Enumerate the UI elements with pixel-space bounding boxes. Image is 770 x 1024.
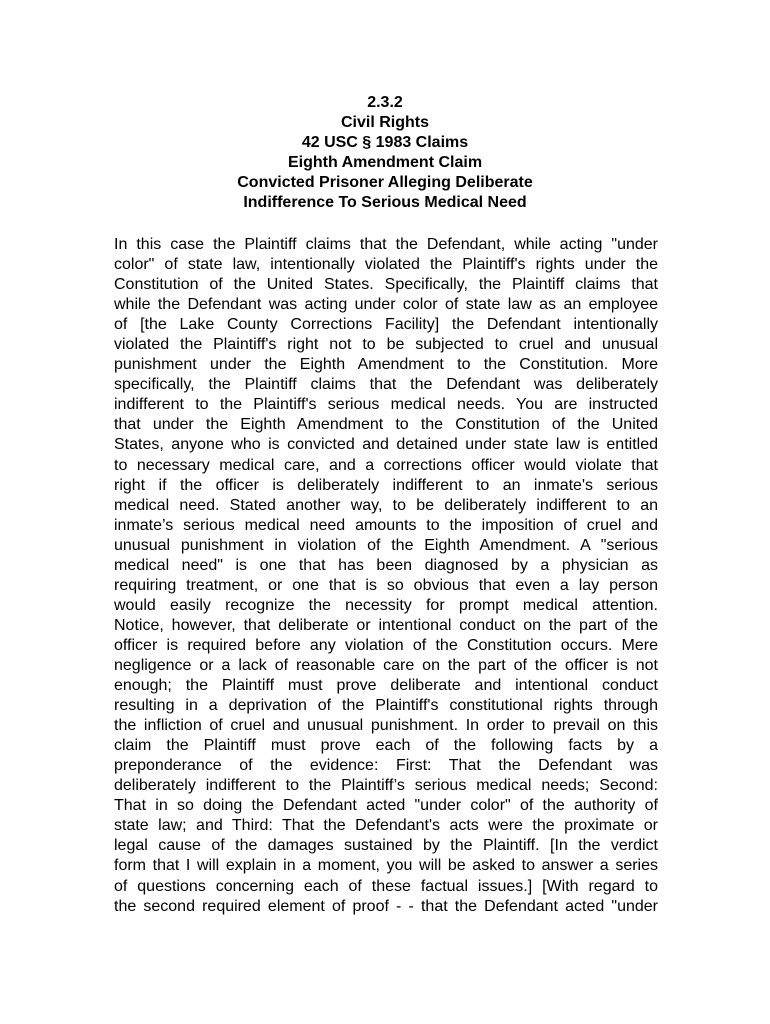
body-line: legal cause of the damages sustained by the Plaintiff. [In the verdict: [114, 837, 658, 855]
body-line: would easily recognize the necessity for prompt medical attention.: [114, 596, 658, 614]
statute-title: 42 USC § 1983 Claims: [301, 134, 469, 151]
body-line: to necessary medical care, and a corrections officer would violate that: [114, 456, 658, 474]
body-line: specifically, the Plaintiff claims that the Defendant was deliberately: [114, 376, 658, 394]
body-line: medical need" is one that has been diagnosed by a physician as: [114, 556, 658, 574]
subtitle-line-1: Convicted Prisoner Alleging Deliberate: [237, 174, 533, 191]
section-title: Civil Rights: [340, 114, 429, 131]
body-line: that under the Eighth Amendment to the Constitution of the United: [114, 416, 658, 434]
body-line: Notice, however, that deliberate or intentional conduct on the part of the: [114, 616, 658, 634]
body-line: right if the officer is deliberately indifferent to an inmate's serious: [114, 476, 658, 494]
document-heading: [0, 93, 770, 213]
body-line: color" of state law, intentionally violated the Plaintiff's rights under the: [114, 256, 658, 274]
body-line: the infliction of cruel and unusual punishment. In order to prevail on this: [114, 717, 658, 735]
body-line: of questions concerning each of these factual issues.] [With regard to: [114, 877, 658, 895]
body-line: punishment under the Eighth Amendment to the Constitution. More: [114, 356, 658, 374]
body-line: enough; the Plaintiff must prove deliberate and intentional conduct: [114, 677, 658, 695]
subtitle-line-2: Indifference To Serious Medical Need: [243, 194, 527, 211]
body-line: inmate’s serious medical need amounts to the imposition of cruel and: [114, 516, 658, 534]
body-line: state law; and Third: That the Defendant's acts were the proximate or: [114, 817, 658, 835]
body-line: of [the Lake County Corrections Facility] the Defendant intentionally: [114, 316, 658, 334]
body-line: resulting in a deprivation of the Plaintiff's constitutional rights through: [114, 697, 658, 715]
body-line: negligence or a lack of reasonable care on the part of the officer is not: [114, 656, 658, 674]
body-line: officer is required before any violation of the Constitution occurs. Mere: [114, 636, 658, 654]
body-line: In this case the Plaintiff claims that the Defendant, while acting "under: [114, 236, 658, 253]
body-line: while the Defendant was acting under color of state law as an employee: [114, 296, 658, 314]
instruction-body: [114, 235, 658, 917]
body-line: States, anyone who is convicted and detained under state law is entitled: [114, 436, 658, 454]
body-line: claim the Plaintiff must prove each of the following facts by a: [114, 737, 658, 755]
body-line: Constitution of the United States. Specifically, the Plaintiff claims that: [114, 276, 658, 294]
body-line: the second required element of proof - - that the Defendant acted "under: [114, 897, 658, 915]
body-line: preponderance of the evidence: First: That the Defendant was: [114, 757, 658, 775]
body-line: That in so doing the Defendant acted "under color" of the authority of: [114, 797, 658, 815]
body-line: violated the Plaintiff's right not to be subjected to cruel and unusual: [114, 336, 658, 354]
section-number: 2.3.2: [367, 94, 403, 111]
body-line: unusual punishment in violation of the Eighth Amendment. A "serious: [114, 536, 658, 554]
claim-title: Eighth Amendment Claim: [287, 154, 483, 171]
body-line: medical need. Stated another way, to be deliberately indifferent to an: [114, 496, 658, 514]
body-line: deliberately indifferent to the Plaintiff’s serious medical needs; Second:: [114, 777, 658, 795]
body-line: indifferent to the Plaintiff's serious medical needs. You are instructed: [114, 396, 658, 414]
body-line: form that I will explain in a moment, you will be asked to answer a series: [114, 857, 658, 875]
body-line: requiring treatment, or one that is so obvious that even a lay person: [114, 576, 658, 594]
